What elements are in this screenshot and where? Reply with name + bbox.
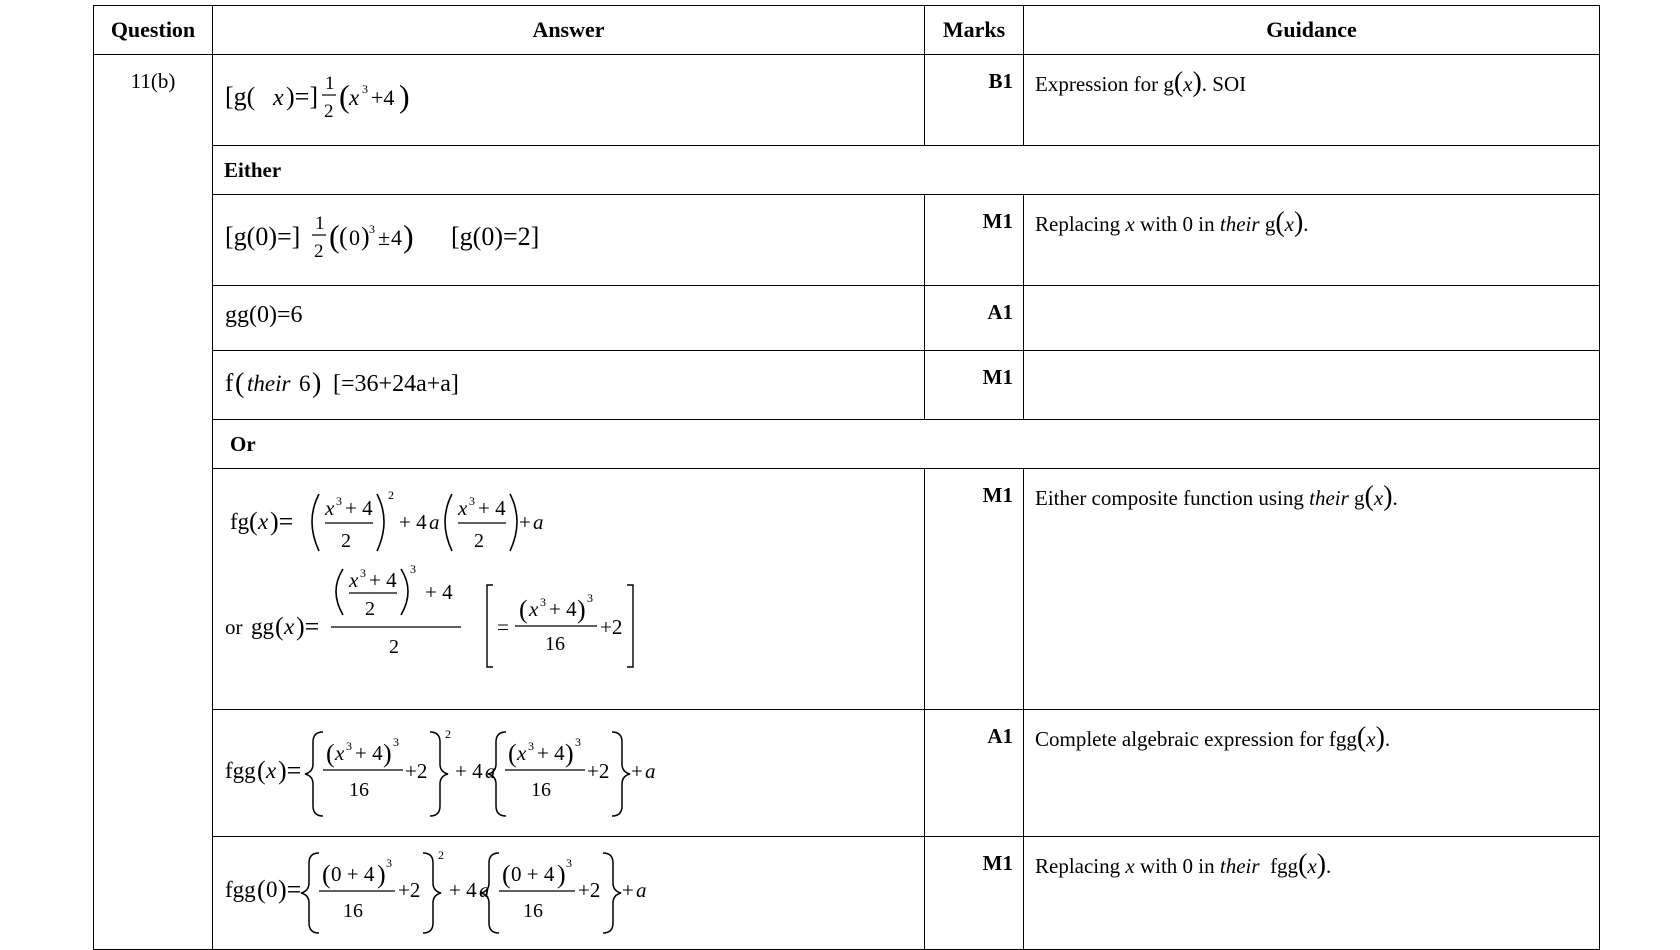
answer-cell bbox=[213, 286, 925, 351]
svg-text:gg: gg bbox=[251, 614, 274, 639]
answer-math-fggx bbox=[223, 710, 923, 830]
svg-text:0: 0 bbox=[266, 877, 278, 902]
svg-text:a: a bbox=[636, 878, 647, 902]
answer-cell bbox=[213, 55, 925, 146]
svg-text:x: x bbox=[458, 496, 468, 520]
svg-text:a: a bbox=[429, 510, 440, 534]
svg-text:3: 3 bbox=[360, 566, 366, 580]
svg-text:2: 2 bbox=[341, 530, 351, 552]
svg-text:): ) bbox=[312, 368, 322, 399]
svg-text:(: ( bbox=[339, 78, 350, 114]
svg-text:+: + bbox=[631, 759, 643, 783]
svg-text:): ) bbox=[557, 860, 566, 889]
mark-m1: M1 bbox=[925, 351, 1024, 420]
svg-text:1: 1 bbox=[315, 213, 325, 234]
svg-text:+ 4: + 4 bbox=[455, 759, 483, 783]
mark-a1: A1 bbox=[925, 286, 1024, 351]
svg-text:1: 1 bbox=[325, 73, 335, 94]
svg-text:fgg: fgg bbox=[225, 758, 256, 783]
svg-text:2: 2 bbox=[388, 488, 394, 502]
svg-text:(: ( bbox=[249, 507, 258, 536]
header-marks: Marks bbox=[925, 6, 1024, 55]
svg-text:3: 3 bbox=[393, 735, 399, 749]
svg-text:2: 2 bbox=[445, 727, 451, 741]
svg-text:+ 4: + 4 bbox=[355, 741, 383, 765]
svg-text:+2: +2 bbox=[600, 615, 623, 639]
svg-text:or: or bbox=[225, 615, 243, 639]
svg-text:+2: +2 bbox=[405, 759, 428, 783]
table-row bbox=[94, 469, 1600, 710]
svg-text:3: 3 bbox=[587, 591, 593, 605]
svg-text:3: 3 bbox=[346, 739, 352, 753]
svg-text:x: x bbox=[284, 614, 295, 639]
svg-text:+: + bbox=[622, 878, 634, 902]
either-row bbox=[94, 146, 1600, 195]
guidance-cell: Replacing x with 0 in their fgg(x). bbox=[1024, 837, 1600, 950]
answer-cell bbox=[213, 837, 925, 950]
svg-text:a: a bbox=[645, 759, 656, 783]
svg-text:x: x bbox=[349, 568, 359, 592]
either-label: Either bbox=[213, 146, 1600, 195]
svg-text:)=: )= bbox=[278, 875, 302, 904]
svg-text:+ 4: + 4 bbox=[369, 568, 397, 592]
svg-text:)=]: )=] bbox=[286, 82, 318, 111]
table-row bbox=[94, 55, 1600, 146]
svg-text:f: f bbox=[225, 370, 234, 397]
answer-math-gg0 bbox=[223, 286, 423, 344]
svg-text:)=: )= bbox=[270, 507, 294, 536]
svg-text:): ) bbox=[399, 78, 410, 114]
svg-text:their: their bbox=[247, 371, 291, 396]
svg-text:+: + bbox=[519, 510, 531, 534]
svg-text:+2: +2 bbox=[587, 759, 610, 783]
answer-cell bbox=[213, 195, 925, 286]
svg-text:2: 2 bbox=[365, 598, 375, 620]
guidance-cell: Complete algebraic expression for fgg(x). bbox=[1024, 710, 1600, 837]
svg-text:16: 16 bbox=[523, 900, 543, 922]
svg-text:2: 2 bbox=[438, 848, 444, 862]
svg-text:+ 4: + 4 bbox=[399, 510, 427, 534]
header-question: Question bbox=[94, 6, 213, 55]
svg-text:(: ( bbox=[508, 739, 517, 768]
svg-text:2: 2 bbox=[474, 530, 484, 552]
svg-text:+4: +4 bbox=[371, 85, 395, 110]
svg-text:[g(0)=2]: [g(0)=2] bbox=[451, 222, 540, 251]
svg-text:(: ( bbox=[502, 860, 511, 889]
answer-math-g0 bbox=[223, 195, 643, 279]
svg-text:[g(: [g( bbox=[225, 82, 256, 111]
answer-cell bbox=[213, 469, 925, 710]
svg-text:16: 16 bbox=[343, 900, 363, 922]
mark-b1: B1 bbox=[925, 55, 1024, 146]
svg-text:x: x bbox=[258, 509, 269, 534]
guidance-cell bbox=[1024, 286, 1600, 351]
answer-math-f6 bbox=[223, 351, 523, 413]
svg-text:x: x bbox=[517, 741, 527, 765]
table-row bbox=[94, 351, 1600, 420]
svg-text:(: ( bbox=[326, 739, 335, 768]
svg-text:2: 2 bbox=[314, 241, 324, 262]
svg-text:(: ( bbox=[275, 612, 284, 641]
header-guidance: Guidance bbox=[1024, 6, 1600, 55]
or-row bbox=[94, 420, 1600, 469]
svg-text:): ) bbox=[361, 222, 370, 251]
svg-text:16: 16 bbox=[545, 633, 565, 655]
mark-m1: M1 bbox=[925, 837, 1024, 950]
svg-text:(: ( bbox=[339, 222, 348, 251]
svg-text:a: a bbox=[479, 878, 490, 902]
svg-text:+2: +2 bbox=[398, 878, 421, 902]
svg-text:)=: )= bbox=[278, 756, 302, 785]
svg-text:3: 3 bbox=[575, 735, 581, 749]
svg-text:3: 3 bbox=[336, 494, 342, 508]
svg-text:3: 3 bbox=[540, 595, 546, 609]
svg-text:+2: +2 bbox=[578, 878, 601, 902]
svg-text:x: x bbox=[325, 496, 335, 520]
svg-text:fg: fg bbox=[230, 509, 250, 534]
svg-text:): ) bbox=[577, 595, 586, 624]
mark-m1: M1 bbox=[925, 469, 1024, 710]
svg-text:+ 4: + 4 bbox=[425, 580, 453, 604]
svg-text:x: x bbox=[335, 741, 345, 765]
svg-text:=: = bbox=[497, 615, 509, 639]
svg-text:+ 4: + 4 bbox=[537, 741, 565, 765]
svg-text:x: x bbox=[349, 85, 360, 110]
svg-text:6: 6 bbox=[299, 371, 311, 396]
svg-text:+ 4: + 4 bbox=[478, 496, 506, 520]
svg-text:+ 4: + 4 bbox=[345, 496, 373, 520]
markscheme-table bbox=[93, 5, 1600, 950]
svg-text:(: ( bbox=[519, 595, 528, 624]
svg-text:4: 4 bbox=[391, 225, 402, 250]
svg-text:+ 4: + 4 bbox=[549, 597, 577, 621]
svg-text:(: ( bbox=[322, 860, 331, 889]
svg-text:3: 3 bbox=[410, 562, 416, 576]
svg-text:): ) bbox=[565, 739, 574, 768]
guidance-cell: Expression for g(x). SOI bbox=[1024, 55, 1600, 146]
table-row bbox=[94, 195, 1600, 286]
header-answer: Answer bbox=[213, 6, 925, 55]
svg-text:a: a bbox=[485, 759, 496, 783]
svg-text:x: x bbox=[529, 597, 539, 621]
svg-text:3: 3 bbox=[469, 494, 475, 508]
answer-math-gx bbox=[223, 55, 483, 139]
svg-text:3: 3 bbox=[566, 856, 572, 870]
svg-text:x: x bbox=[273, 85, 284, 111]
answer-cell bbox=[213, 351, 925, 420]
svg-text:2: 2 bbox=[389, 636, 399, 658]
mark-a1: A1 bbox=[925, 710, 1024, 837]
svg-text:): ) bbox=[383, 739, 392, 768]
svg-text:0 + 4: 0 + 4 bbox=[511, 862, 555, 886]
svg-text:3: 3 bbox=[386, 856, 392, 870]
guidance-cell bbox=[1024, 351, 1600, 420]
svg-text:gg(0)=6: gg(0)=6 bbox=[225, 302, 303, 328]
mark-m1: M1 bbox=[925, 195, 1024, 286]
question-number: 11(b) bbox=[94, 55, 213, 950]
svg-text:[=36+24a+a]: [=36+24a+a] bbox=[333, 371, 459, 397]
svg-text:2: 2 bbox=[324, 101, 334, 122]
svg-text:(: ( bbox=[235, 368, 245, 399]
svg-text:a: a bbox=[533, 510, 544, 534]
svg-text:(: ( bbox=[257, 756, 266, 785]
answer-math-fgg0 bbox=[223, 837, 923, 943]
svg-text:): ) bbox=[403, 218, 414, 254]
answer-cell bbox=[213, 710, 925, 837]
svg-text:+ 4: + 4 bbox=[449, 878, 477, 902]
svg-text:(: ( bbox=[329, 218, 340, 254]
guidance-cell: Either composite function using their g(x). bbox=[1024, 469, 1600, 710]
svg-text:(: ( bbox=[257, 875, 266, 904]
svg-text:0: 0 bbox=[349, 225, 360, 250]
svg-text:)=: )= bbox=[296, 612, 320, 641]
or-label: Or bbox=[213, 420, 1600, 469]
svg-text:): ) bbox=[377, 860, 386, 889]
svg-text:x: x bbox=[266, 758, 277, 783]
svg-text:±: ± bbox=[378, 225, 391, 250]
svg-text:3: 3 bbox=[369, 222, 375, 236]
table-row bbox=[94, 710, 1600, 837]
svg-text:16: 16 bbox=[349, 779, 369, 801]
svg-text:3: 3 bbox=[528, 739, 534, 753]
table-row bbox=[94, 286, 1600, 351]
svg-text:16: 16 bbox=[531, 779, 551, 801]
guidance-cell: Replacing x with 0 in their g(x). bbox=[1024, 195, 1600, 286]
svg-text:0 + 4: 0 + 4 bbox=[331, 862, 375, 886]
svg-text:fgg: fgg bbox=[225, 877, 256, 902]
table-row bbox=[94, 837, 1600, 950]
header-row bbox=[94, 6, 1600, 55]
svg-text:[g(0)=]: [g(0)=] bbox=[225, 222, 301, 251]
answer-math-fg-gg bbox=[223, 469, 923, 703]
svg-text:3: 3 bbox=[362, 82, 368, 96]
